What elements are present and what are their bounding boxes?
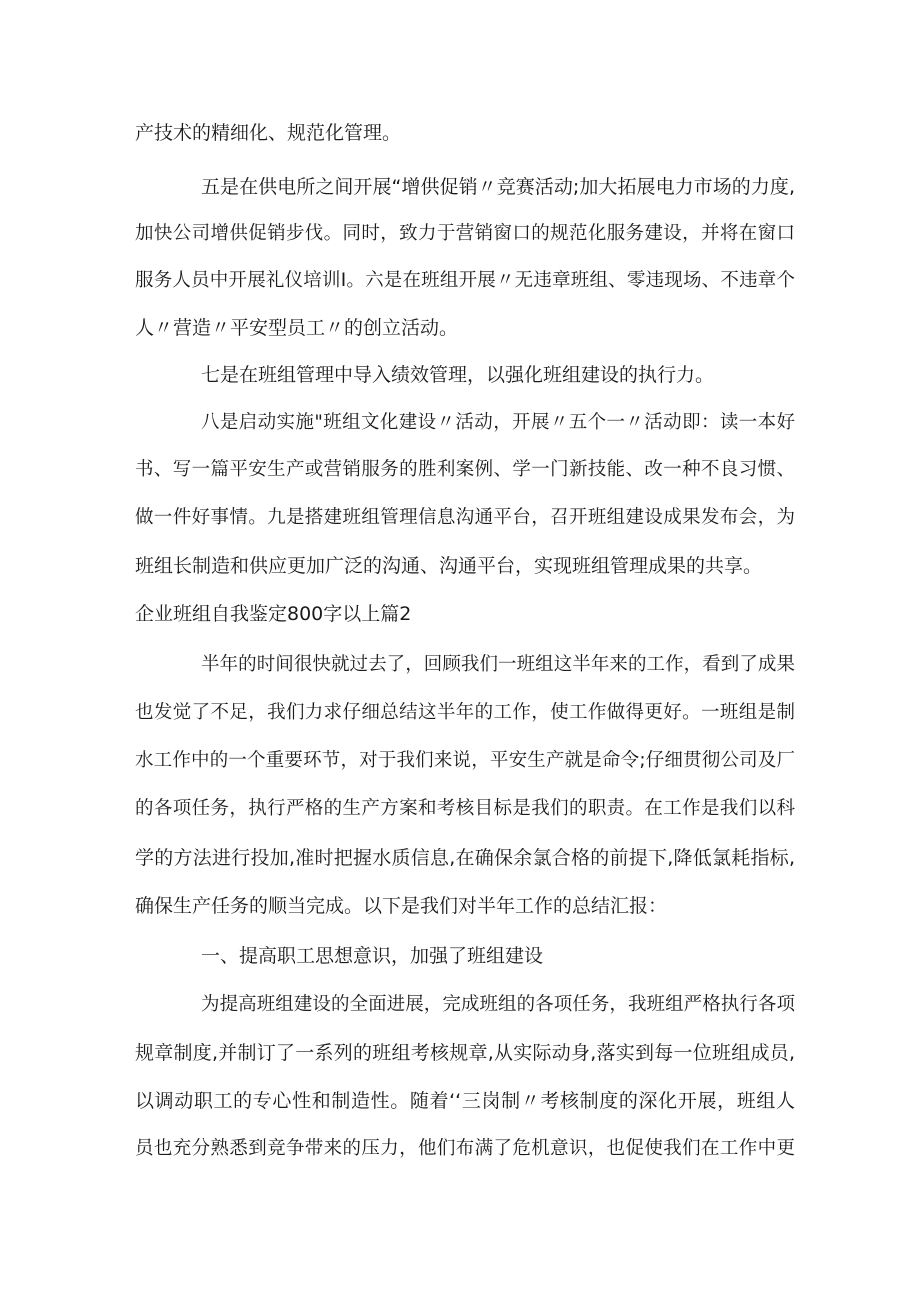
text-line-5: 人〃营造〃平安型员工〃的创立活动。 [135, 317, 459, 339]
text-line-22: 员也充分熟悉到竞争带来的压力，他们布满了危机意识，也促使我们在工作中更 [135, 1138, 795, 1159]
text-line-13: 也发觉了不足，我们力求仔细总结这半年的工作，使工作做得更好。一班组是制 [135, 702, 795, 723]
text-line-19: 为提高班组建设的全面进展，完成班组的各项任务，我班组严格执行各项 [201, 994, 795, 1015]
text-line-1: 产技术的精细化、规范化管理。 [135, 122, 402, 144]
section-heading: 企业班组自我鉴定800字以上篇2 [135, 603, 412, 625]
text-line-17: 确保生产任务的顺当完成。以下是我们对半年工作的总结汇报： [135, 895, 668, 917]
subheading-line: 一、提高职工思想意识，加强了班组建设 [201, 945, 544, 967]
text-line-4: 服务人员中开展礼仪培训I。六是在班组开展〃无违章班组、零违现场、不违章个 [135, 270, 795, 291]
text-line-9: 做一件好事情。九是搭建班组管理信息沟通平台，召开班组建设成果发布会，为 [135, 507, 795, 528]
text-line-16: 学的方法进行投加,准时把握水质信息,在确保余氯合格的前提下,降低氯耗指标, [135, 847, 795, 869]
text-line-12: 半年的时间很快就过去了，回顾我们一班组这半年来的工作，看到了成果 [201, 654, 795, 675]
text-line-10: 班组长制造和供应更加广泛的沟通、沟通平台，实现班组管理成果的共享。 [135, 555, 763, 577]
text-line-7: 八是启动实施"班组文化建设〃活动，开展〃五个一〃活动即：读一本好 [201, 412, 795, 433]
text-line-15: 的各项任务，执行严格的生产方案和考核目标是我们的职责。在工作是我们以科 [135, 798, 795, 819]
text-line-14: 水工作中的一个重要环节，对于我们来说，平安生产就是命令;仔细贯彻公司及厂 [135, 750, 795, 771]
text-line-6: 七是在班组管理中导入绩效管理，以强化班组建设的执行力。 [201, 364, 715, 386]
text-line-20: 规章制度,并制订了一系列的班组考核规章,从实际动身,落实到每一位班组成员, [135, 1042, 795, 1064]
text-line-2: 五是在供电所之间开展“增供促销〃竞赛活动;加大拓展电力市场的力度, [201, 176, 795, 198]
text-line-3: 加快公司增供促销步伐。同时，致力于营销窗口的规范化服务建设，并将在窗口 [135, 223, 795, 244]
text-line-8: 书、写一篇平安生产或营销服务的胜利案例、学一门新技能、改一种不良习惯、 [135, 459, 795, 480]
text-line-21: 以调动职工的专心性和制造性。随着‘‘三岗制〃考核制度的深化开展，班组人 [135, 1090, 795, 1112]
